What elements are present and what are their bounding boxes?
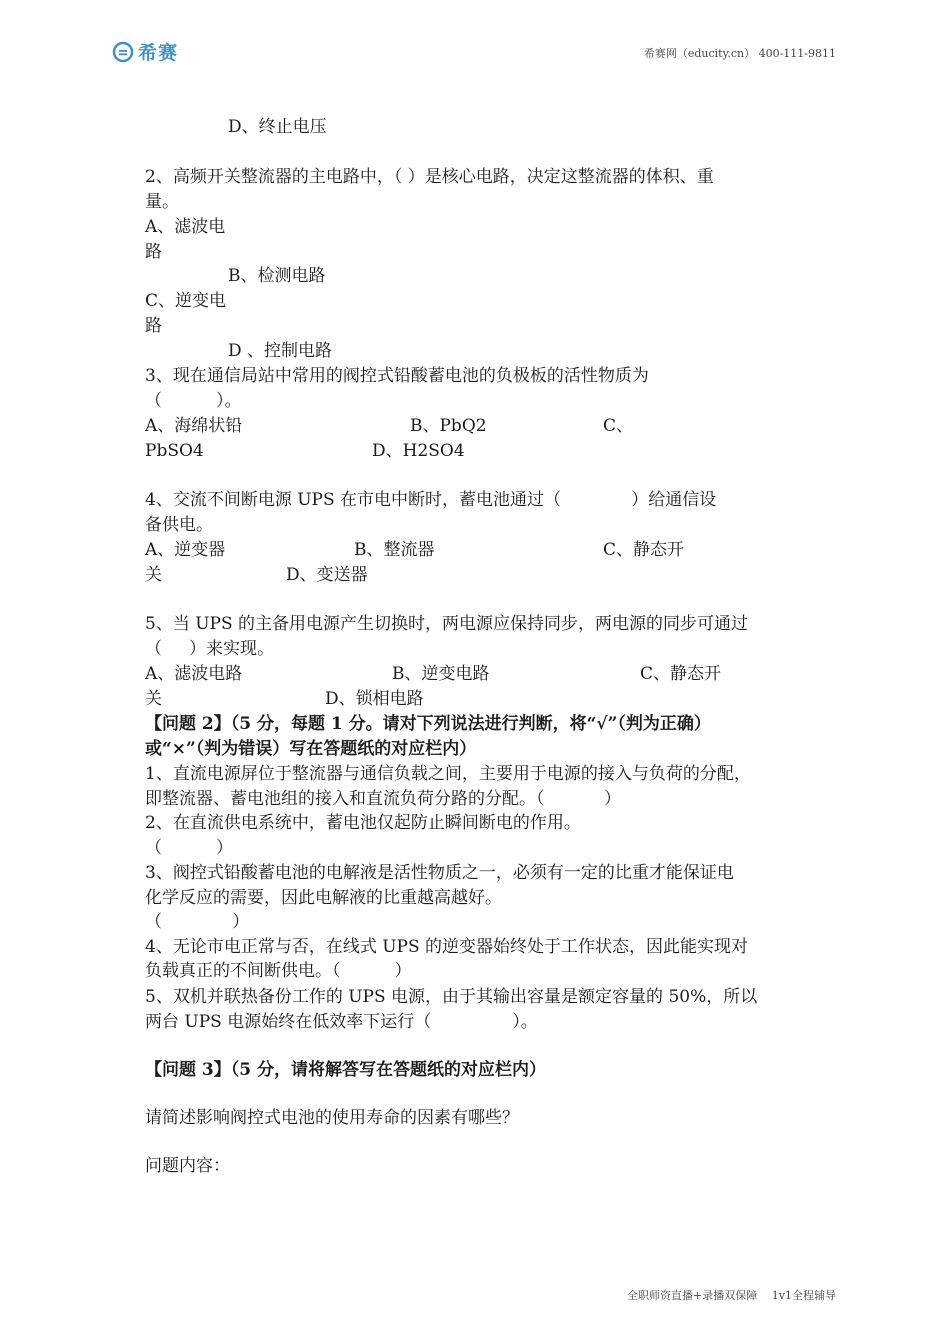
text-line: B、整流器 <box>354 540 435 560</box>
logo-text: 希赛 <box>138 42 179 64</box>
text-line: B、逆变电路 <box>392 664 490 684</box>
text-line: 即整流器、蓄电池组的接入和直流负荷分路的分配。（ ） <box>145 789 621 809</box>
text-line: 请简述影响阀控式电池的使用寿命的因素有哪些？ <box>145 1108 519 1128</box>
text-line: 1、直流电源屏位于整流器与通信负载之间，主要用于电源的接入与负荷的分配， <box>145 764 751 784</box>
text-line: 路 <box>145 316 162 336</box>
text-line: PbSO4 <box>145 441 204 461</box>
text-line: 两台 UPS 电源始终在低效率下运行（ ）。 <box>145 1012 538 1032</box>
text-line: 3、现在通信局站中常用的阀控式铅酸蓄电池的负极板的活性物质为 <box>145 366 649 386</box>
text-line: 3、阀控式铅酸蓄电池的电解液是活性物质之一，必须有一定的比重才能保证电 <box>145 863 734 883</box>
header-contact: 希赛网（educity.cn） 400-111-9811 <box>643 47 836 60</box>
text-line: 量。 <box>145 192 179 212</box>
text-line: D、H2SO4 <box>372 441 465 461</box>
text-line: D、终止电压 <box>228 117 327 137</box>
text-line: A、滤波电路 <box>145 664 243 684</box>
text-line: C、静态开 <box>640 664 722 684</box>
text-line: A、滤波电 <box>145 217 226 237</box>
text-line: 5、双机并联热备份工作的 UPS 电源，由于其输出容量是额定容量的 50%，所以 <box>145 987 758 1007</box>
text-line: 5、当 UPS 的主备用电源产生切换时，两电源应保持同步，两电源的同步可通过 <box>145 614 749 634</box>
text-line: （ ） <box>145 838 234 858</box>
text-line: 备供电。 <box>145 515 213 535</box>
text-line: 化学反应的需要，因此电解液的比重越高越好。 <box>145 888 502 908</box>
text-line: C、静态开 <box>603 540 685 560</box>
text-line: 负载真正的不间断供电。（ ） <box>145 961 412 981</box>
text-line: D 、控制电路 <box>228 341 333 361</box>
text-line: A、逆变器 <box>145 540 226 560</box>
text-line: 路 <box>145 242 162 262</box>
text-line: 4、交流不间断电源 UPS 在市电中断时，蓄电池通过（ ）给通信设 <box>145 490 717 510</box>
text-line: （ ） <box>145 912 250 932</box>
footer-text: 全职师资直播+录播双保障 1v1全程辅导 <box>627 1289 836 1302</box>
section-heading: 或“×”（判为错误）写在答题纸的对应栏内） <box>145 739 477 759</box>
text-line: 关 <box>145 689 162 709</box>
logo <box>112 38 178 65</box>
text-line: 关 <box>145 565 162 585</box>
text-line: 2、高频开关整流器的主电路中，（ ）是核心电路，决定这整流器的体积、重 <box>145 167 714 187</box>
text-line: C、 <box>603 416 634 436</box>
text-line: 2、在直流供电系统中，蓄电池仅起防止瞬间断电的作用。 <box>145 813 581 833</box>
text-line: B、PbQ2 <box>410 416 487 436</box>
text-line: A、海绵状铅 <box>145 416 243 436</box>
text-line: 4、无论市电正常与否，在线式 UPS 的逆变器始终处于工作状态，因此能实现对 <box>145 937 749 957</box>
section-heading: 【问题 2】（5 分，每题 1 分。请对下列说法进行判断，将“√”（判为正确） <box>145 714 711 734</box>
text-line: D、变送器 <box>286 565 368 585</box>
text-line: （ ）来实现。 <box>145 639 275 659</box>
section-heading: 【问题 3】（5 分，请将解答写在答题纸的对应栏内） <box>145 1060 546 1080</box>
text-line: B、检测电路 <box>228 266 326 286</box>
text-line: C、逆变电 <box>145 291 227 311</box>
logo-icon <box>112 41 134 63</box>
text-line: （ ）。 <box>145 391 242 411</box>
text-line: D、锁相电路 <box>325 689 424 709</box>
text-line: 问题内容： <box>145 1156 230 1176</box>
